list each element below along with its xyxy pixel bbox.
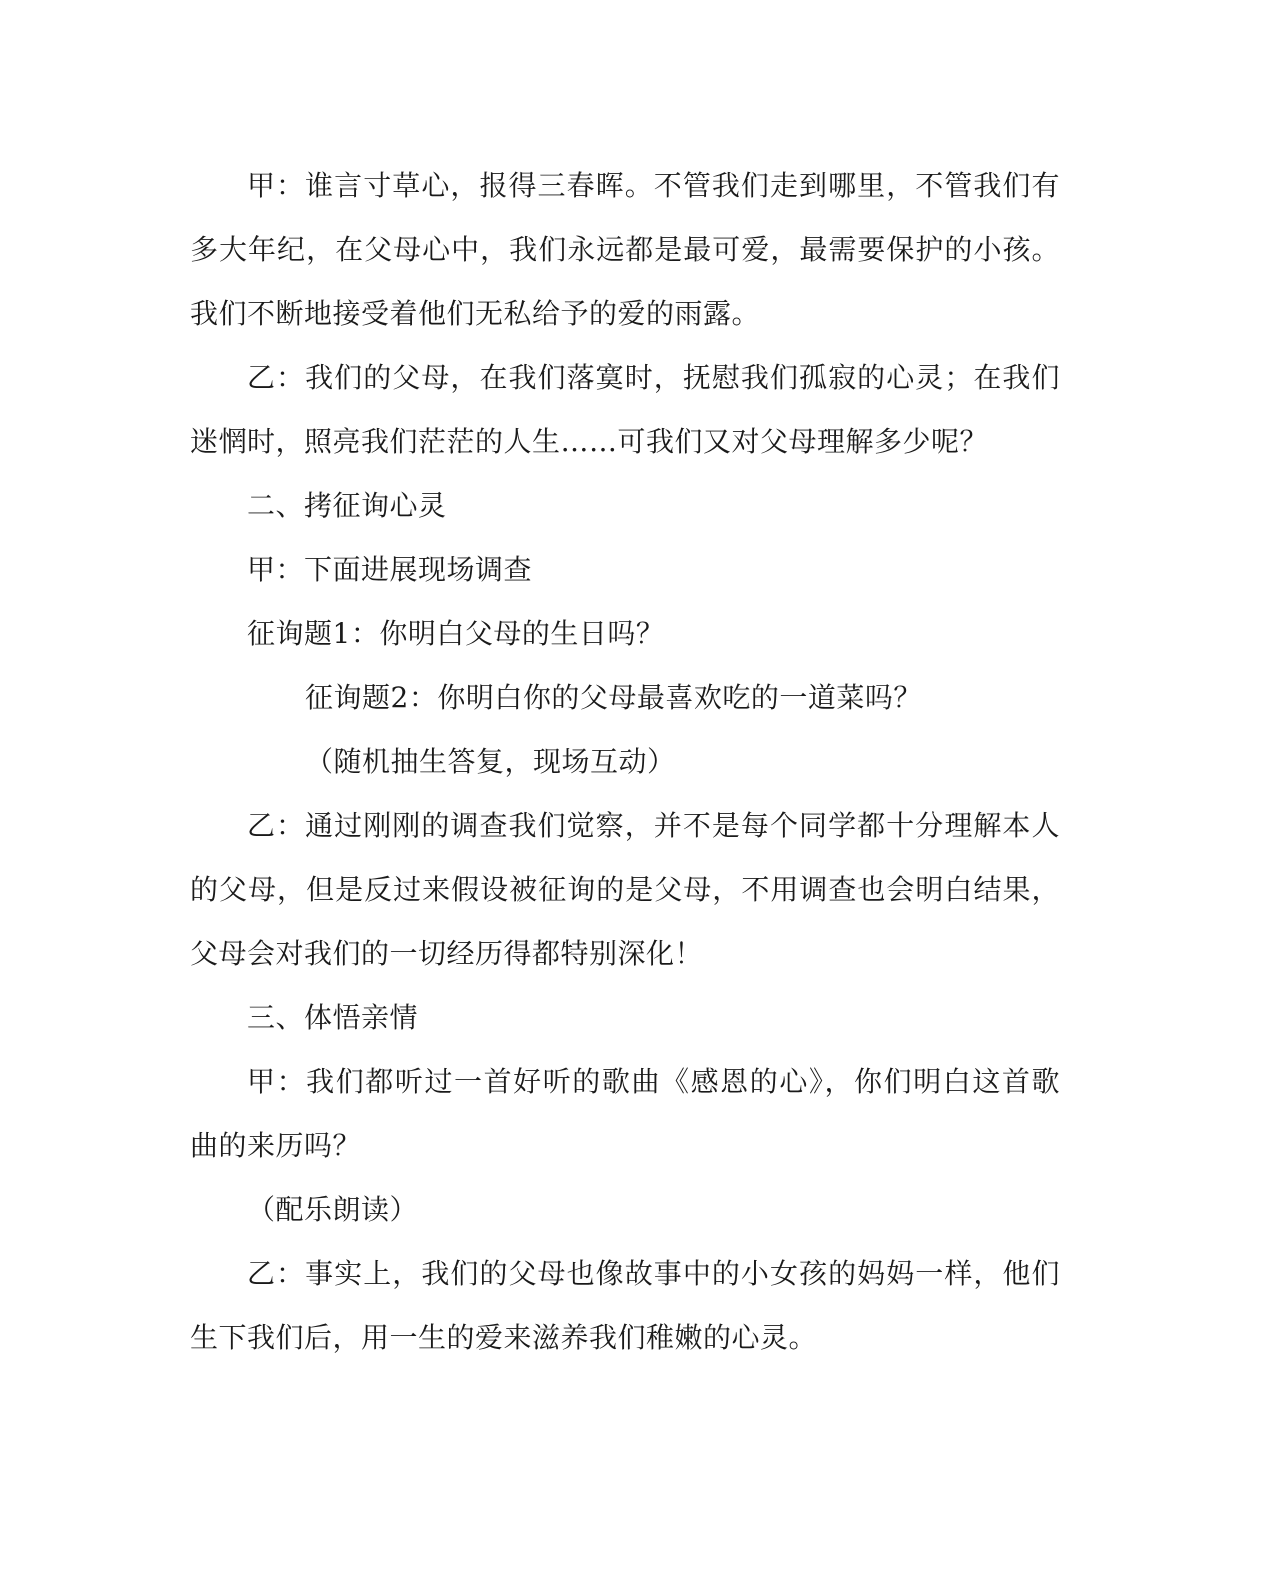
paragraph-line: 我们不断地接受着他们无私给予的爱的雨露。 bbox=[190, 297, 761, 330]
question-line: 征询题2：你明白你的父母最喜欢吃的一道菜吗？ bbox=[305, 681, 922, 714]
paragraph-line: 甲：谁言寸草心，报得三春晖。不管我们走到哪里，不管我们有 bbox=[247, 169, 1060, 202]
paragraph-line: 甲：下面进展现场调查 bbox=[247, 553, 533, 586]
question-line: 征询题1：你明白父母的生日吗？ bbox=[247, 617, 665, 650]
paragraph-line: 乙：我们的父母，在我们落寞时，抚慰我们孤寂的心灵；在我们 bbox=[247, 361, 1060, 394]
paragraph-line: 生下我们后，用一生的爱来滋养我们稚嫩的心灵。 bbox=[190, 1321, 818, 1354]
paragraph-line: 的父母，但是反过来假设被征询的是父母，不用调查也会明白结果， bbox=[190, 873, 1060, 906]
paragraph-line: 乙：事实上，我们的父母也像故事中的小女孩的妈妈一样，他们 bbox=[247, 1257, 1060, 1290]
section-heading: 三、体悟亲情 bbox=[247, 1001, 419, 1034]
stage-direction: （随机抽生答复，现场互动） bbox=[305, 745, 676, 778]
stage-direction: （配乐朗读） bbox=[247, 1193, 419, 1226]
paragraph-line: 甲：我们都听过一首好听的歌曲《感恩的心》，你们明白这首歌 bbox=[247, 1065, 1060, 1098]
section-heading: 二、拷征询心灵 bbox=[247, 489, 447, 522]
paragraph-line: 迷惘时，照亮我们茫茫的人生……可我们又对父母理解多少呢？ bbox=[190, 425, 989, 458]
paragraph-line: 父母会对我们的一切经历得都特别深化！ bbox=[190, 937, 704, 970]
paragraph-line: 多大年纪，在父母心中，我们永远都是最可爱，最需要保护的小孩。 bbox=[190, 233, 1060, 266]
paragraph-line: 乙：通过刚刚的调查我们觉察，并不是每个同学都十分理解本人 bbox=[247, 809, 1060, 842]
paragraph-line: 曲的来历吗？ bbox=[190, 1129, 362, 1162]
